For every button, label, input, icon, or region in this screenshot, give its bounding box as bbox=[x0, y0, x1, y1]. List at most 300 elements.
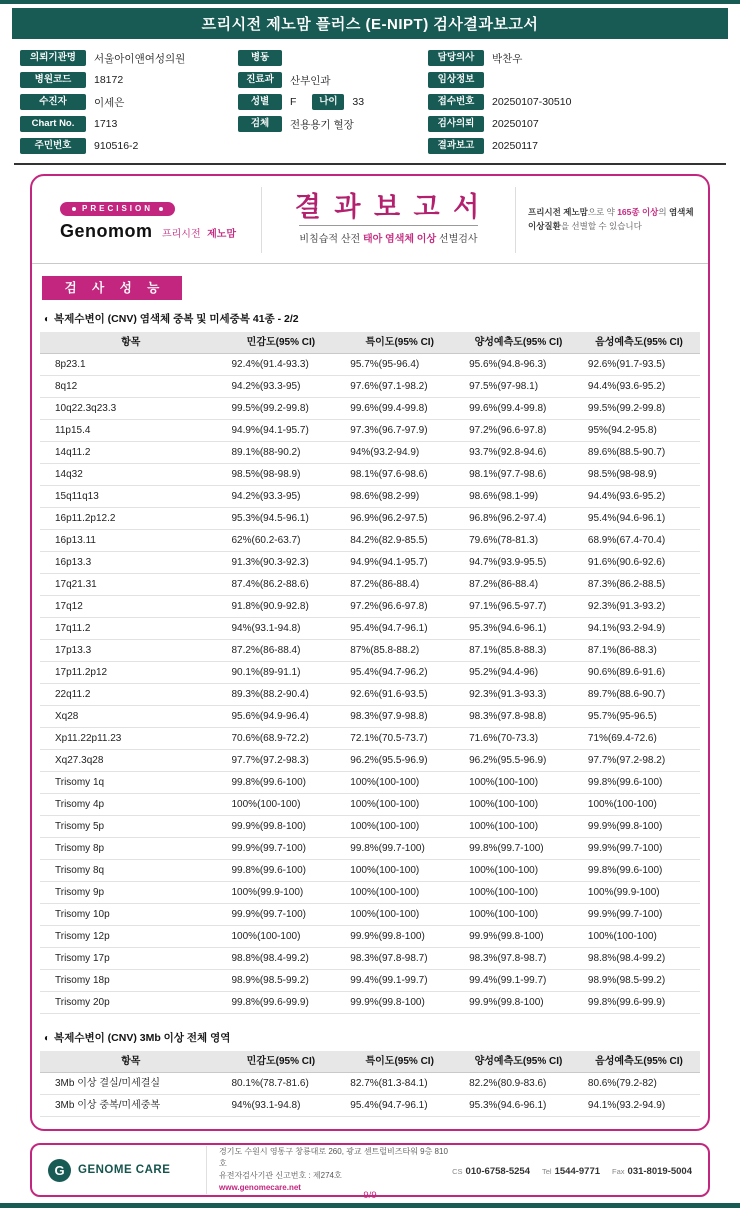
cell-value: 98.3%(97.8-98.7) bbox=[459, 948, 578, 970]
cell-value: 99.8%(99.6-99.9) bbox=[578, 992, 700, 1014]
table-row bbox=[40, 1095, 700, 1117]
cell-value: 98.9%(98.5-99.2) bbox=[222, 970, 341, 992]
cell-value: 100%(100-100) bbox=[459, 860, 578, 882]
cell-value: 70.6%(68.9-72.2) bbox=[222, 728, 341, 750]
cell-value: 95.3%(94.6-96.1) bbox=[459, 1095, 578, 1117]
column-header: 항목 bbox=[40, 1051, 222, 1073]
report-title-block bbox=[261, 187, 516, 253]
table-row bbox=[40, 860, 700, 882]
cell-value: 92.4%(91.4-93.3) bbox=[222, 354, 341, 376]
cell-value: 99.8%(99.6-100) bbox=[222, 772, 341, 794]
note-text: 을 선별할 수 있습니다 bbox=[560, 220, 642, 231]
footer-contacts bbox=[452, 1161, 692, 1179]
table-row bbox=[40, 684, 700, 706]
cell-value: 99.9%(99.7-100) bbox=[222, 838, 341, 860]
subtitle-highlight: 태아 염색체 이상 bbox=[362, 233, 437, 245]
patient-info-row bbox=[20, 135, 238, 157]
cell-value: 100%(100-100) bbox=[340, 772, 459, 794]
table-row bbox=[40, 486, 700, 508]
row-item-label: Trisomy 18p bbox=[40, 970, 222, 992]
genomecare-logo bbox=[48, 1159, 206, 1182]
cell-value: 100%(100-100) bbox=[222, 794, 341, 816]
field-value: 20250107-30510 bbox=[492, 96, 572, 108]
report-content bbox=[32, 264, 708, 1129]
cell-value: 99.8%(99.6-100) bbox=[222, 860, 341, 882]
cell-value: 99.9%(99.7-100) bbox=[578, 904, 700, 926]
field-label: 담당의사 bbox=[428, 50, 484, 66]
cell-value: 94.4%(93.6-95.2) bbox=[578, 486, 700, 508]
row-item-label: 16p13.11 bbox=[40, 530, 222, 552]
row-item-label: 16p13.3 bbox=[40, 552, 222, 574]
cell-value: 82.2%(80.9-83.6) bbox=[459, 1073, 578, 1095]
table-row bbox=[40, 596, 700, 618]
contact-cs bbox=[452, 1161, 530, 1179]
row-item-label: 22q11.2 bbox=[40, 684, 222, 706]
cell-value: 94.1%(93.2-94.9) bbox=[578, 618, 700, 640]
field-label: 결과보고 bbox=[428, 138, 484, 154]
row-item-label: 3Mb 이상 결실/미세결실 bbox=[40, 1073, 222, 1095]
table-row bbox=[40, 574, 700, 596]
cell-value: 95.4%(94.7-96.2) bbox=[340, 662, 459, 684]
table-row bbox=[40, 618, 700, 640]
cell-value: 84.2%(82.9-85.5) bbox=[340, 530, 459, 552]
patient-info bbox=[0, 39, 740, 161]
patient-info-row bbox=[238, 113, 428, 135]
row-item-label: 8q12 bbox=[40, 376, 222, 398]
report-subtitle bbox=[299, 225, 477, 245]
report-header bbox=[32, 176, 708, 264]
cell-value: 94%(93.1-94.8) bbox=[222, 618, 341, 640]
genomecare-logo-icon: G bbox=[48, 1159, 71, 1182]
field-label: 수진자 bbox=[20, 94, 86, 110]
bottom-accent-strip bbox=[0, 1203, 740, 1208]
cell-value: 87.1%(86-88.3) bbox=[578, 640, 700, 662]
patient-info-row bbox=[20, 91, 238, 113]
row-item-label: 3Mb 이상 중복/미세중복 bbox=[40, 1095, 222, 1117]
cnv-3mb-region-performance-table bbox=[40, 1051, 700, 1117]
cell-value: 100%(100-100) bbox=[340, 816, 459, 838]
cell-value: 95.4%(94.7-96.1) bbox=[340, 1095, 459, 1117]
cell-value: 98.6%(98.1-99) bbox=[459, 486, 578, 508]
cell-value: 99.6%(99.4-99.8) bbox=[459, 398, 578, 420]
patient-info-row bbox=[238, 47, 428, 69]
contact-label: CS bbox=[452, 1167, 463, 1177]
field-label: 의뢰기관명 bbox=[20, 50, 86, 66]
table-row bbox=[40, 420, 700, 442]
field-label: 주민번호 bbox=[20, 138, 86, 154]
cell-value: 87.1%(85.8-88.3) bbox=[459, 640, 578, 662]
cell-value: 99.8%(99.6-100) bbox=[578, 860, 700, 882]
cell-value: 92.3%(91.3-93.2) bbox=[578, 596, 700, 618]
cell-value: 100%(100-100) bbox=[578, 926, 700, 948]
field-value: 전용용기 혈장 bbox=[290, 118, 354, 131]
cell-value: 99.9%(99.7-100) bbox=[222, 904, 341, 926]
table1-caption bbox=[44, 311, 700, 326]
field-label: 진료과 bbox=[238, 72, 282, 88]
cell-value: 95.2%(94.4-96) bbox=[459, 662, 578, 684]
genomecare-company-name: GENOME CARE bbox=[78, 1164, 171, 1177]
cell-value: 99.5%(99.2-99.8) bbox=[222, 398, 341, 420]
row-item-label: Trisomy 8q bbox=[40, 860, 222, 882]
patient-info-row bbox=[20, 47, 238, 69]
half-circle-icon: ◐ bbox=[44, 1033, 51, 1045]
table-row bbox=[40, 376, 700, 398]
table-row bbox=[40, 838, 700, 860]
row-item-label: 11p15.4 bbox=[40, 420, 222, 442]
row-item-label: 17q21.31 bbox=[40, 574, 222, 596]
patient-info-row bbox=[428, 47, 722, 69]
cell-value: 89.6%(88.5-90.7) bbox=[578, 442, 700, 464]
table-row bbox=[40, 530, 700, 552]
table2-caption bbox=[44, 1030, 700, 1045]
field-label: 병동 bbox=[238, 50, 282, 66]
cell-value: 98.3%(97.9-98.8) bbox=[340, 706, 459, 728]
patient-info-right-column bbox=[428, 47, 722, 157]
note-highlight: 165종 이상 bbox=[617, 207, 659, 218]
brand-name: Genomom bbox=[60, 220, 153, 241]
row-item-label: 17q11.2 bbox=[40, 618, 222, 640]
table-row bbox=[40, 970, 700, 992]
cell-value: 94.2%(93.3-95) bbox=[222, 376, 341, 398]
column-header: 민감도(95% CI) bbox=[222, 332, 341, 354]
row-item-label: Trisomy 9p bbox=[40, 882, 222, 904]
cell-value: 99.9%(99.8-100) bbox=[578, 816, 700, 838]
cell-value: 68.9%(67.4-70.4) bbox=[578, 530, 700, 552]
table-row bbox=[40, 662, 700, 684]
row-item-label: 16p11.2p12.2 bbox=[40, 508, 222, 530]
cell-value: 94.7%(93.9-95.5) bbox=[459, 552, 578, 574]
cnv-duplication-performance-table bbox=[40, 332, 700, 1014]
table-row bbox=[40, 508, 700, 530]
cell-value: 87.2%(86-88.4) bbox=[222, 640, 341, 662]
table-header-row bbox=[40, 332, 700, 354]
table2-caption-text: 복제수변이 (CNV) 3Mb 이상 전체 영역 bbox=[54, 1032, 231, 1045]
cell-value: 99.8%(99.7-100) bbox=[459, 838, 578, 860]
field-value: 20250117 bbox=[492, 140, 538, 152]
field-value: 18172 bbox=[94, 74, 124, 86]
cell-value: 98.8%(98.4-99.2) bbox=[578, 948, 700, 970]
table1-caption-text: 복제수변이 (CNV) 염색체 중복 및 미세중복 41종 - 2/2 bbox=[54, 313, 299, 326]
cell-value: 94.9%(94.1-95.7) bbox=[222, 420, 341, 442]
cell-value: 95.3%(94.6-96.1) bbox=[459, 618, 578, 640]
row-item-label: 10q22.3q23.3 bbox=[40, 398, 222, 420]
cell-value: 95.6%(94.8-96.3) bbox=[459, 354, 578, 376]
table-row bbox=[40, 398, 700, 420]
field-value: 서울아이앤여성의원 bbox=[94, 52, 186, 65]
patient-info-row bbox=[238, 91, 428, 113]
column-header: 음성예측도(95% CI) bbox=[578, 332, 700, 354]
table-row bbox=[40, 926, 700, 948]
field-label: 검체 bbox=[238, 116, 282, 132]
table-row bbox=[40, 992, 700, 1014]
cell-value: 100%(99.9-100) bbox=[222, 882, 341, 904]
field-value: F bbox=[290, 96, 297, 108]
cell-value: 95.4%(94.7-96.1) bbox=[340, 618, 459, 640]
cell-value: 91.3%(90.3-92.3) bbox=[222, 552, 341, 574]
cell-value: 100%(100-100) bbox=[459, 882, 578, 904]
row-item-label: Xq27.3q28 bbox=[40, 750, 222, 772]
cell-value: 95.6%(94.9-96.4) bbox=[222, 706, 341, 728]
cell-value: 100%(100-100) bbox=[340, 882, 459, 904]
row-item-label: Trisomy 1q bbox=[40, 772, 222, 794]
field-label: 접수번호 bbox=[428, 94, 484, 110]
patient-info-row bbox=[428, 135, 722, 157]
patient-info-row bbox=[20, 69, 238, 91]
cell-value: 89.1%(88-90.2) bbox=[222, 442, 341, 464]
cell-value: 82.7%(81.3-84.1) bbox=[340, 1073, 459, 1095]
cell-value: 93.7%(92.8-94.6) bbox=[459, 442, 578, 464]
cell-value: 100%(100-100) bbox=[340, 794, 459, 816]
cell-value: 94.1%(93.2-94.9) bbox=[578, 1095, 700, 1117]
brand-korean-name: 제노맘 bbox=[207, 228, 237, 240]
section-title-test-performance: 검 사 성 능 bbox=[42, 276, 182, 300]
cell-value: 92.6%(91.7-93.5) bbox=[578, 354, 700, 376]
contact-label: Fax bbox=[612, 1167, 625, 1177]
cell-value: 100%(100-100) bbox=[459, 794, 578, 816]
contact-value: 1544-9771 bbox=[554, 1166, 601, 1178]
cell-value: 99.8%(99.7-100) bbox=[340, 838, 459, 860]
top-accent-strip bbox=[0, 0, 740, 4]
cell-value: 99.8%(99.6-99.9) bbox=[222, 992, 341, 1014]
row-item-label: 17q12 bbox=[40, 596, 222, 618]
column-header: 민감도(95% CI) bbox=[222, 1051, 341, 1073]
address-line-1: 경기도 수원시 영통구 창룡대로 260, 광교 센트럴비즈타워 9층 810호 bbox=[219, 1147, 448, 1169]
column-header: 양성예측도(95% CI) bbox=[459, 1051, 578, 1073]
cell-value: 95.4%(94.6-96.1) bbox=[578, 508, 700, 530]
cell-value: 87.2%(86-88.4) bbox=[340, 574, 459, 596]
cell-value: 97.5%(97-98.1) bbox=[459, 376, 578, 398]
cell-value: 96.2%(95.5-96.9) bbox=[340, 750, 459, 772]
table-body bbox=[40, 354, 700, 1014]
table-row bbox=[40, 750, 700, 772]
row-item-label: 14q11.2 bbox=[40, 442, 222, 464]
cell-value: 80.6%(79.2-82) bbox=[578, 1073, 700, 1095]
report-title-bar bbox=[12, 8, 728, 39]
note-text: 으로 약 bbox=[587, 207, 618, 218]
patient-info-row bbox=[428, 113, 722, 135]
table-row bbox=[40, 904, 700, 926]
cell-value: 100%(100-100) bbox=[340, 904, 459, 926]
cell-value: 100%(99.9-100) bbox=[578, 882, 700, 904]
cell-value: 97.1%(96.5-97.7) bbox=[459, 596, 578, 618]
cell-value: 89.7%(88.6-90.7) bbox=[578, 684, 700, 706]
cell-value: 99.5%(99.2-99.8) bbox=[578, 398, 700, 420]
row-item-label: 14q32 bbox=[40, 464, 222, 486]
cell-value: 100%(100-100) bbox=[578, 794, 700, 816]
field-label: 나이 bbox=[312, 94, 344, 110]
patient-info-middle-column bbox=[238, 47, 428, 157]
cell-value: 99.8%(99.6-100) bbox=[578, 772, 700, 794]
genomom-brand-block bbox=[46, 198, 261, 242]
column-header: 양성예측도(95% CI) bbox=[459, 332, 578, 354]
cell-value: 99.9%(99.7-100) bbox=[578, 838, 700, 860]
cell-value: 71%(69.4-72.6) bbox=[578, 728, 700, 750]
cell-value: 99.6%(99.4-99.8) bbox=[340, 398, 459, 420]
cell-value: 98.5%(98-98.9) bbox=[222, 464, 341, 486]
footer-address bbox=[206, 1146, 452, 1194]
field-value: 33 bbox=[352, 96, 365, 108]
table-row bbox=[40, 728, 700, 750]
table2-wrap bbox=[40, 1051, 700, 1117]
patient-info-left-column bbox=[20, 47, 238, 157]
cell-value: 87%(85.8-88.2) bbox=[340, 640, 459, 662]
cell-value: 99.9%(99.8-100) bbox=[340, 926, 459, 948]
cell-value: 87.3%(86.2-88.5) bbox=[578, 574, 700, 596]
column-header: 특이도(95% CI) bbox=[340, 332, 459, 354]
field-label: 병원코드 bbox=[20, 72, 86, 88]
row-item-label: Xp11.22p11.23 bbox=[40, 728, 222, 750]
table-row bbox=[40, 1073, 700, 1095]
note-text: 의 bbox=[658, 207, 669, 218]
cell-value: 97.6%(97.1-98.2) bbox=[340, 376, 459, 398]
website-link[interactable]: www.genomecare.net bbox=[219, 1183, 301, 1193]
cell-value: 62%(60.2-63.7) bbox=[222, 530, 341, 552]
field-value: 910516-2 bbox=[94, 140, 139, 152]
cell-value: 100%(100-100) bbox=[459, 772, 578, 794]
patient-info-row bbox=[428, 91, 722, 113]
cell-value: 96.8%(96.2-97.4) bbox=[459, 508, 578, 530]
cell-value: 94.2%(93.3-95) bbox=[222, 486, 341, 508]
cell-value: 100%(100-100) bbox=[222, 926, 341, 948]
cell-value: 99.4%(99.1-99.7) bbox=[340, 970, 459, 992]
cell-value: 98.3%(97.8-98.8) bbox=[459, 706, 578, 728]
badge-dot-icon bbox=[159, 207, 163, 211]
cell-value: 99.9%(99.8-100) bbox=[340, 992, 459, 1014]
row-item-label: 15q11q13 bbox=[40, 486, 222, 508]
half-circle-icon: ◐ bbox=[44, 314, 51, 326]
cell-value: 91.6%(90.6-92.6) bbox=[578, 552, 700, 574]
row-item-label: Trisomy 5p bbox=[40, 816, 222, 838]
cell-value: 97.3%(96.7-97.9) bbox=[340, 420, 459, 442]
subtitle-text: 비침습적 산전 bbox=[299, 233, 363, 245]
brand-korean-prefix: 프리시전 bbox=[161, 228, 201, 240]
field-value: 박찬우 bbox=[492, 52, 523, 65]
cell-value: 87.2%(86-88.4) bbox=[459, 574, 578, 596]
row-item-label: Trisomy 12p bbox=[40, 926, 222, 948]
cell-value: 94%(93.1-94.8) bbox=[222, 1095, 341, 1117]
subtitle-text: 선별검사 bbox=[436, 233, 478, 245]
contact-tel bbox=[542, 1161, 600, 1179]
cell-value: 80.1%(78.7-81.6) bbox=[222, 1073, 341, 1095]
header-note bbox=[516, 206, 694, 232]
cell-value: 96.9%(96.2-97.5) bbox=[340, 508, 459, 530]
page-number: 9/9 bbox=[363, 1190, 377, 1201]
cell-value: 95.7%(95-96.5) bbox=[578, 706, 700, 728]
cell-value: 87.4%(86.2-88.6) bbox=[222, 574, 341, 596]
patient-info-row bbox=[238, 69, 428, 91]
patient-info-row bbox=[428, 69, 722, 91]
row-item-label: 17p11.2p12 bbox=[40, 662, 222, 684]
table-row bbox=[40, 640, 700, 662]
cell-value: 95.7%(95-96.4) bbox=[340, 354, 459, 376]
field-value: 이세은 bbox=[94, 96, 125, 109]
cell-value: 94.9%(94.1-95.7) bbox=[340, 552, 459, 574]
row-item-label: Xq28 bbox=[40, 706, 222, 728]
cell-value: 91.8%(90.9-92.8) bbox=[222, 596, 341, 618]
row-item-label: 17p13.3 bbox=[40, 640, 222, 662]
note-bold: 염색체 이상질환 bbox=[528, 207, 694, 231]
result-report-box bbox=[30, 174, 710, 1131]
cell-value: 96.2%(95.5-96.9) bbox=[459, 750, 578, 772]
page-title: 프리시전 제노맘 플러스 (E-NIPT) 검사결과보고서 bbox=[201, 16, 539, 33]
header-divider-line bbox=[14, 163, 726, 165]
cell-value: 92.3%(91.3-93.3) bbox=[459, 684, 578, 706]
cell-value: 94.4%(93.6-95.2) bbox=[578, 376, 700, 398]
cell-value: 100%(100-100) bbox=[459, 904, 578, 926]
table-body bbox=[40, 1073, 700, 1117]
table-row bbox=[40, 772, 700, 794]
contact-fax bbox=[612, 1161, 692, 1179]
brand-logo-line bbox=[60, 221, 261, 242]
cell-value: 97.7%(97.2-98.3) bbox=[222, 750, 341, 772]
address-line-2: 유전자검사기관 신고번호 : 제274호 bbox=[219, 1171, 342, 1181]
cell-value: 97.7%(97.2-98.2) bbox=[578, 750, 700, 772]
cell-value: 98.9%(98.5-99.2) bbox=[578, 970, 700, 992]
precision-badge bbox=[60, 202, 175, 216]
field-label: 임상정보 bbox=[428, 72, 484, 88]
cell-value: 71.6%(70-73.3) bbox=[459, 728, 578, 750]
contact-value: 010-6758-5254 bbox=[465, 1166, 530, 1178]
table-row bbox=[40, 552, 700, 574]
field-value: 산부인과 bbox=[290, 74, 331, 87]
cell-value: 98.1%(97.6-98.6) bbox=[340, 464, 459, 486]
cell-value: 100%(100-100) bbox=[340, 860, 459, 882]
table-row bbox=[40, 706, 700, 728]
row-item-label: Trisomy 4p bbox=[40, 794, 222, 816]
column-header: 음성예측도(95% CI) bbox=[578, 1051, 700, 1073]
cell-value: 97.2%(96.6-97.8) bbox=[459, 420, 578, 442]
patient-info-row bbox=[20, 113, 238, 135]
field-label: 성별 bbox=[238, 94, 282, 110]
cell-value: 72.1%(70.5-73.7) bbox=[340, 728, 459, 750]
field-value: 1713 bbox=[94, 118, 118, 130]
cell-value: 98.5%(98-98.9) bbox=[578, 464, 700, 486]
cell-value: 98.1%(97.7-98.6) bbox=[459, 464, 578, 486]
cell-value: 89.3%(88.2-90.4) bbox=[222, 684, 341, 706]
field-label: Chart No. bbox=[20, 116, 86, 132]
cell-value: 92.6%(91.6-93.5) bbox=[340, 684, 459, 706]
row-item-label: Trisomy 8p bbox=[40, 838, 222, 860]
contact-label: Tel bbox=[542, 1167, 552, 1177]
cell-value: 95.3%(94.5-96.1) bbox=[222, 508, 341, 530]
table-row bbox=[40, 464, 700, 486]
row-item-label: 8p23.1 bbox=[40, 354, 222, 376]
cell-value: 98.3%(97.8-98.7) bbox=[340, 948, 459, 970]
table-row bbox=[40, 442, 700, 464]
cell-value: 99.9%(99.8-100) bbox=[222, 816, 341, 838]
column-header: 항목 bbox=[40, 332, 222, 354]
table-row bbox=[40, 816, 700, 838]
field-value: 20250107 bbox=[492, 118, 539, 130]
cell-value: 99.4%(99.1-99.7) bbox=[459, 970, 578, 992]
report-main-title: 결 과 보 고 서 bbox=[294, 191, 483, 222]
table-header-row bbox=[40, 1051, 700, 1073]
table-row bbox=[40, 948, 700, 970]
cell-value: 79.6%(78-81.3) bbox=[459, 530, 578, 552]
table-row bbox=[40, 354, 700, 376]
precision-badge-label: PRECISION bbox=[82, 203, 154, 213]
cell-value: 99.9%(99.8-100) bbox=[459, 926, 578, 948]
cell-value: 99.9%(99.8-100) bbox=[459, 992, 578, 1014]
cell-value: 98.8%(98.4-99.2) bbox=[222, 948, 341, 970]
field-label: 검사의뢰 bbox=[428, 116, 484, 132]
cell-value: 100%(100-100) bbox=[459, 816, 578, 838]
cell-value: 90.6%(89.6-91.6) bbox=[578, 662, 700, 684]
cell-value: 90.1%(89-91.1) bbox=[222, 662, 341, 684]
contact-value: 031-8019-5004 bbox=[627, 1166, 692, 1178]
row-item-label: Trisomy 10p bbox=[40, 904, 222, 926]
table-row bbox=[40, 882, 700, 904]
